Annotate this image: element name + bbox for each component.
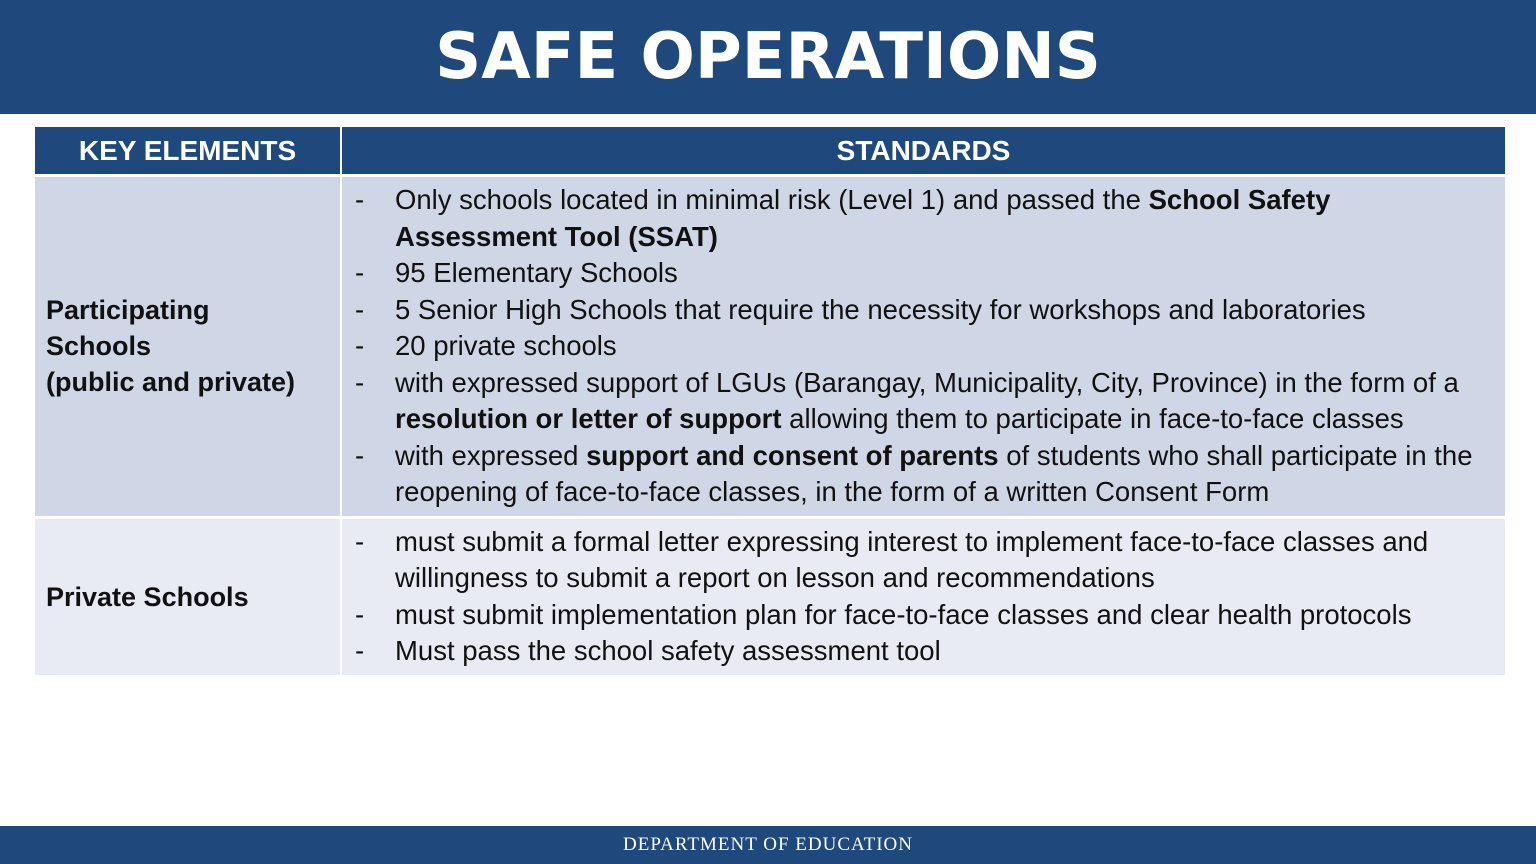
emphasis-text: support and consent of parents [586,439,999,471]
key-element-label: (public and private) [46,367,296,398]
key-element-label: Schools [46,331,152,362]
standards-cell [341,517,1505,675]
key-element-label: Participating [46,295,210,326]
standard-item [355,524,1505,597]
bullet-dash: - [355,184,365,215]
standards-list [355,182,1505,511]
bullet-dash: - [355,257,365,288]
standard-item [355,365,1505,438]
standard-text: 20 private schools [395,330,617,361]
standard-text: of students who shall participate in the reopening of face-to-face classes, in the form of a written Consent Form [395,439,1473,507]
standard-item [355,328,1505,365]
standards-list [355,524,1505,670]
standard-text: 95 Elementary Schools [395,257,678,288]
bullet-dash: - [355,525,365,557]
table-row [35,176,1505,518]
standards-table [35,127,1505,675]
emphasis-text: resolution or letter of support [395,403,782,434]
title-bar [0,0,1536,114]
emphasis-text: School Safety Assessment Tool (SSAT) [395,184,1331,252]
key-element-cell [35,176,341,518]
key-element-label: Private Schools [46,581,249,612]
key-element-cell [35,517,341,675]
standard-item [355,597,1505,634]
bullet-dash: - [355,330,365,361]
standard-text: Only schools located in minimal risk (Level 1) and passed the [395,184,1149,215]
bullet-dash: - [355,635,365,666]
standard-item [355,438,1505,511]
table-row [35,517,1505,675]
header-standards: STANDARDS [341,127,1505,176]
standard-text: must submit a formal letter expressing interest to implement face-to-face classes and willingness to submit a report on lesson and recommendations [395,525,1429,593]
bullet-dash: - [355,293,365,325]
standard-text: with expressed support of LGUs (Barangay, Municipality, City, Province) in the form of a [395,366,1459,398]
footer-bar [0,826,1536,864]
standard-text: with expressed [395,439,587,471]
header-key-elements: KEY ELEMENTS [35,127,341,176]
bullet-dash: - [355,366,365,398]
standard-text: 5 Senior High Schools that require the necessity for workshops and laboratories [395,293,1366,325]
standard-item [355,292,1505,329]
bullet-dash: - [355,598,365,630]
standards-cell [341,176,1505,518]
standard-item [355,255,1505,292]
table-header-row [35,127,1505,176]
standard-text: Must pass the school safety assessment tool [395,635,941,666]
page-title: SAFE OPERATIONS [435,20,1101,94]
standard-item [355,182,1505,255]
standard-item [355,633,1505,670]
standard-text: allowing them to participate in face-to-face classes [781,403,1404,434]
footer-label: DEPARTMENT OF EDUCATION [623,834,913,855]
bullet-dash: - [355,439,365,471]
standard-text: must submit implementation plan for face-to-face classes and clear health protocols [395,598,1412,630]
